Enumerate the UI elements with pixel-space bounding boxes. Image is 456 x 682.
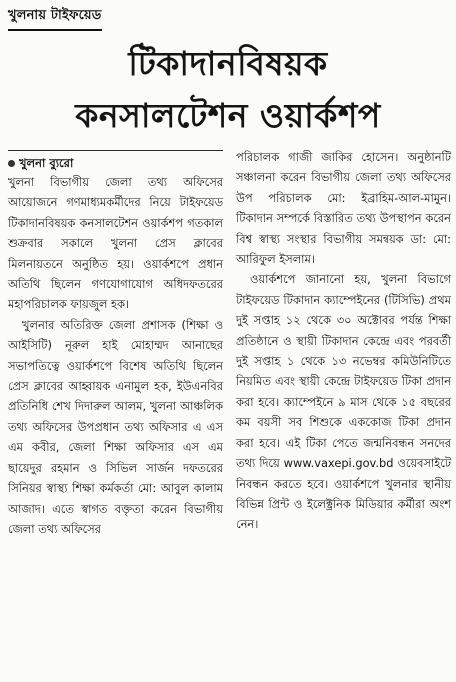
right-paragraph-1: পরিচালক গাজী জাকির হোসেন। অনুষ্ঠানটি সঞ্চালনা করেন বিভাগীয় জেলা তথ্য অফিসের উপ পরিচালক মো: ইব্রাহিম-আল-মামুন। টিকাদান সম্পর্কে বিস্তারিত তথ্য উপস্থাপন করেন বিশ্ব স্বাস্থ্য সংস্থার বিভাগীয় সমন্বয়ক ডা: মো: আরিফুল ইসলাম। [236, 150, 451, 267]
left-column [8, 172, 223, 539]
headline-line-1: টিকাদানবিষয়ক [128, 44, 328, 83]
headline [0, 38, 456, 142]
bullet-icon [8, 160, 15, 167]
right-paragraph-2: ওয়ার্কশপে জানানো হয়, খুলনা বিভাগে টাইফয়েড টিকাদান ক্যাম্পেইনের (টিসিভি) প্রথম দুই সপ্তাহ ১২ থেকে ৩০ অক্টোবর পর্যন্ত শিক্ষা প্রতিষ্ঠানে ও স্থায়ী টিকাদান কেন্দ্রে এবং পরবর্তী দুই সপ্তাহ ১ থেকে ১৩ নভেম্বর কমিউনিটিতে নিয়মিত এবং স্থায়ী কেন্দ্রে টাইফয়েড টিকা প্রদান করা হবে। ক্যাম্পেইনে ৯ মাস থেকে ১৫ বছরের কম বয়সী সব শিশুকে এককোজ টিকা প্রদান করা হবে। এই টিকা পেতে জন্মনিবন্ধন সনদের তথ্য দিয়ে www.vaxepi.gov.bd ওয়েবসাইটে নিবন্ধন করতে হবে। ওয়ার্কশপে খুলনার স্থানীয় বিভিন্ন প্রিন্ট ও ইলেক্ট্রনিক মিডিয়ার কর্মীরা অংশ নেন। [236, 272, 451, 532]
left-paragraph-1: খুলনা বিভাগীয় জেলা তথ্য অফিসের আয়োজনে গণমাধ্যমকর্মীদের নিয়ে টাইফয়েড টিকাদানবিষয়ক কনসালটেশন ওয়ার্কশপ গতকাল শুক্রবার সকালে খুলনা প্রেস ক্লাবের মিলনায়তনে অনুষ্ঠিত হয়। ওয়ার্কশপে প্রধান অতিথি ছিলেন গণযোগাযোগ অধিদফতরের মহাপরিচালক ফায়জুল হক। [8, 175, 223, 312]
headline-line-2: কনসালটেশন ওয়ার্কশপ [75, 96, 381, 135]
byline-text: খুলনা ব্যুরো [19, 156, 74, 170]
byline-rule [8, 150, 223, 151]
right-column [236, 147, 451, 535]
left-paragraph-2: খুলনার অতিরিক্ত জেলা প্রশাসক (শিক্ষা ও আইসিটি) নূরুল হাই মোহাম্মদ আনাছের সভাপতিত্বে ওয়ার্কশপে বিশেষ অতিথি ছিলেন প্রেস ক্লাবের আহ্বায়ক এনামুল হক, ইউএনবির প্রতিনিধি শেখ দিদারুল আলম, খুলনা আঞ্চলিক তথ্য অফিসের উপপ্রধান তথ্য অফিসার এ এস এম কবীর, জেলা শিক্ষা অফিসার এস এম ছায়েদুর রহমান ও সিভিল সার্জন দফতরের সিনিয়র স্বাস্থ্য শিক্ষা কর্মকর্তা মো: আবুল কালাম আজাদ। এতে স্বাগত বক্তৃতা করেন বিভাগীয় জেলা তথ্য অফিসের [8, 317, 223, 536]
kicker-label: খুলনায় টাইফয়েড [8, 6, 102, 31]
